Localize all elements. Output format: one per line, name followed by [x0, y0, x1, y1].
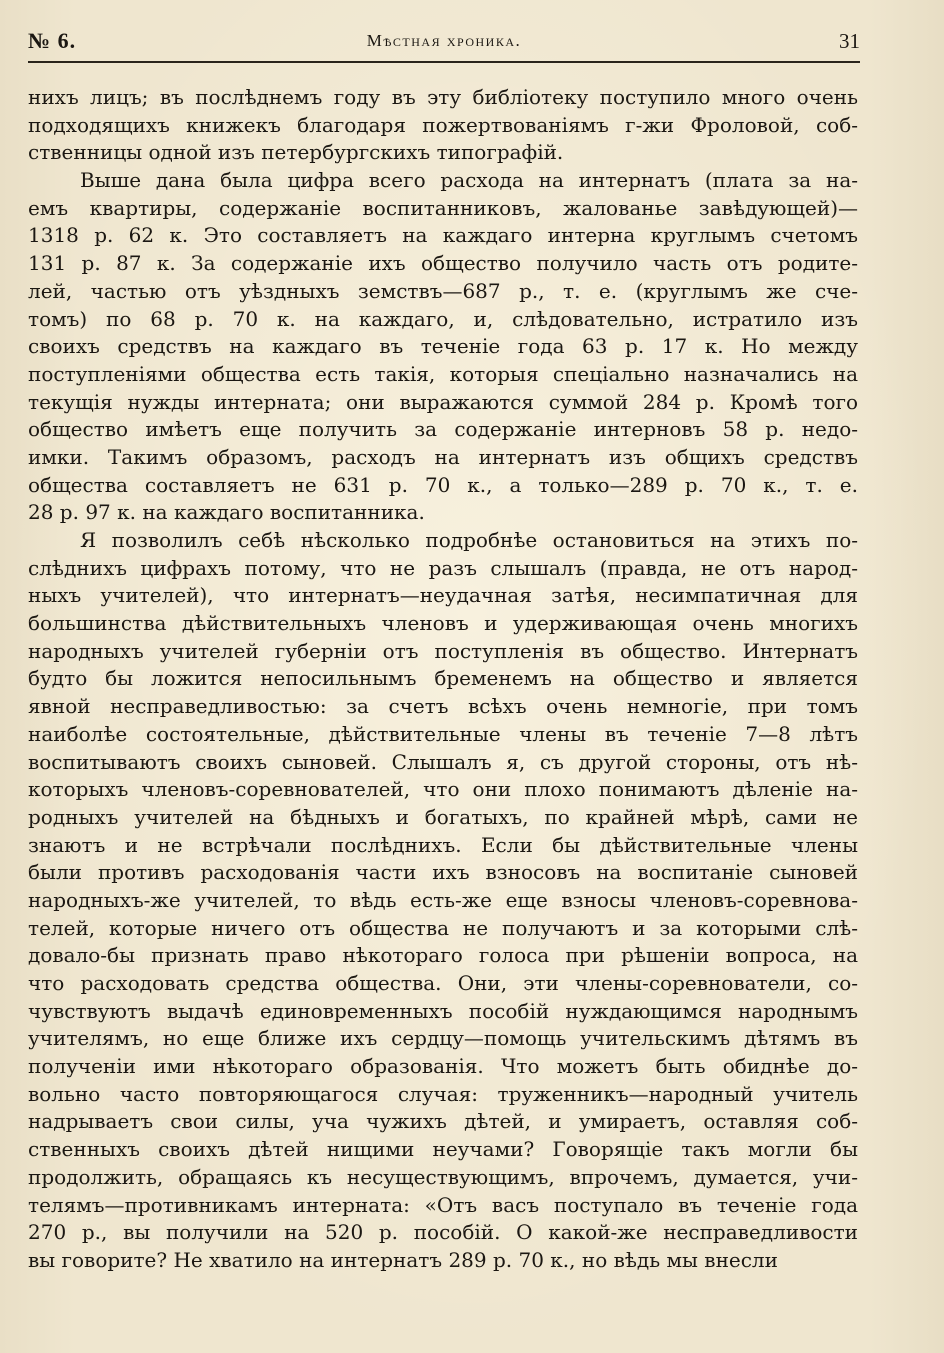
text-line: слѣднихъ цифрахъ потому, что не разъ слышалъ (правда, не отъ народ-	[28, 555, 858, 580]
text-line: народныхъ-же учителей, то вѣдь есть-же еще взносы членовъ-соревнова-	[28, 887, 858, 912]
text-line: ственницы одной изъ петербургскихъ типографій.	[28, 140, 564, 165]
text-line: 28 р. 97 к. на каждаго воспитанника.	[28, 500, 425, 525]
text-line: явной несправедливостью: за счетъ всѣхъ очень немногіе, при томъ	[28, 694, 858, 719]
text-line: телямъ—противникамъ интерната: «Отъ васъ поступало въ теченіе года	[28, 1192, 858, 1217]
text-line: надрываетъ свои силы, уча чужихъ дѣтей, и умираетъ, оставляя соб-	[28, 1109, 858, 1134]
text-line: которыхъ членовъ-соревнователей, что они плохо понимаютъ дѣленіе на-	[28, 777, 858, 802]
text-line: полученіи ими нѣкотораго образованія. Что можетъ быть обиднѣе до-	[28, 1054, 858, 1079]
paragraph	[28, 84, 858, 167]
text-line: текущія нужды интерната; они выражаются суммой 284 р. Кромѣ того	[28, 389, 858, 414]
text-line: 1318 р. 62 к. Это составляетъ на каждаго интерна круглымъ счетомъ	[28, 223, 858, 248]
text-line: Я позволилъ себѣ нѣсколько подробнѣе остановиться на этихъ по-	[80, 528, 858, 552]
text-line: вольно часто повторяющагося случая: труженникъ—народный учитель	[28, 1081, 858, 1106]
text-line: знаютъ и не встрѣчали послѣднихъ. Если бы дѣйствительные члены	[28, 832, 858, 857]
text-line: родныхъ учителей на бѣдныхъ и богатыхъ, по крайней мѣрѣ, сами не	[28, 804, 858, 829]
text-line: поступленіями общества есть такія, которыя спеціально назначались на	[28, 361, 858, 386]
text-line: учителямъ, но еще ближе ихъ сердцу—помощь учительскимъ дѣтямъ въ	[28, 1026, 858, 1051]
header-rule	[28, 61, 860, 63]
text-line: воспитываютъ своихъ сыновей. Слышалъ я, съ другой стороны, отъ нѣ-	[28, 749, 858, 774]
text-line: 270 р., вы получили на 520 р. пособій. О какой-же несправедливости	[28, 1220, 858, 1245]
text-line: большинства дѣйствительныхъ членовъ и удерживающая очень многихъ	[28, 611, 858, 636]
text-line: 131 р. 87 к. За содержаніе ихъ общество получило часть отъ родите-	[28, 251, 858, 276]
text-line: что расходовать средства общества. Они, эти члены-соревнователи, со-	[28, 971, 858, 995]
running-header	[28, 26, 860, 58]
text-line: наиболѣе состоятельные, дѣйствительные члены въ теченіе 7—8 лѣтъ	[28, 721, 858, 746]
text-line: общества составляетъ не 631 р. 70 к., а только—289 р. 70 к., т. е.	[28, 472, 858, 497]
text-line: подходящихъ книжекъ благодаря пожертвованіямъ г-жи Фроловой, соб-	[28, 112, 858, 137]
text-line: ственныхъ своихъ дѣтей нищими неучами? Говорящіе такъ могли бы	[28, 1137, 858, 1162]
text-line: довало-бы признать право нѣкотораго голоса при рѣшеніи вопроса, на	[28, 943, 858, 968]
text-line: нихъ лицъ; въ послѣднемъ году въ эту библіотеку поступило много очень	[28, 85, 858, 109]
text-line: Выше дана была цифра всего расхода на интернатъ (плата за на-	[80, 168, 858, 193]
page-number: 31	[839, 29, 860, 53]
text-line: томъ) по 68 р. 70 к. на каждаго, и, слѣдовательно, истратило изъ	[28, 306, 858, 331]
paragraph	[28, 167, 858, 527]
text-line: лей, частью отъ уѣздныхъ земствъ—687 р., т. е. (круглымъ же сче-	[28, 278, 858, 303]
text-line: народныхъ учителей губерніи отъ поступленія въ общество. Интернатъ	[28, 638, 858, 663]
body-text	[28, 84, 858, 1275]
paragraph	[28, 527, 858, 1275]
text-line: были противъ расходованія части ихъ взносовъ на воспитаніе сыновей	[28, 860, 858, 885]
text-line: общество имѣетъ еще получить за содержаніе интерновъ 58 р. недо-	[28, 417, 858, 442]
text-line: имки. Такимъ образомъ, расходъ на интернатъ изъ общихъ средствъ	[28, 444, 858, 469]
text-line: емъ квартиры, содержаніе воспитанниковъ, жалованье завѣдующей)—	[28, 195, 858, 220]
text-line: телей, которые ничего отъ общества не получаютъ и за которыми слѣ-	[28, 915, 858, 940]
text-line: будто бы ложится непосильнымъ бременемъ на общество и является	[28, 666, 858, 691]
issue-number: № 6.	[28, 28, 77, 53]
text-line: продолжить, обращаясь къ несуществующимъ, впрочемъ, думается, учи-	[28, 1164, 858, 1189]
section-title: Мѣстная хроника.	[366, 31, 522, 50]
text-line: ныхъ учителей), что интернатъ—неудачная затѣя, несимпатичная для	[28, 583, 858, 608]
text-line: своихъ средствъ на каждаго въ теченіе года 63 р. 17 к. Но между	[28, 334, 858, 359]
text-line: чувствуютъ выдачѣ единовременныхъ пособій нуждающимся народнымъ	[28, 998, 858, 1023]
text-line: вы говорите? Не хватило на интернатъ 289 р. 70 к., но вѣдь мы внесли	[28, 1247, 778, 1272]
